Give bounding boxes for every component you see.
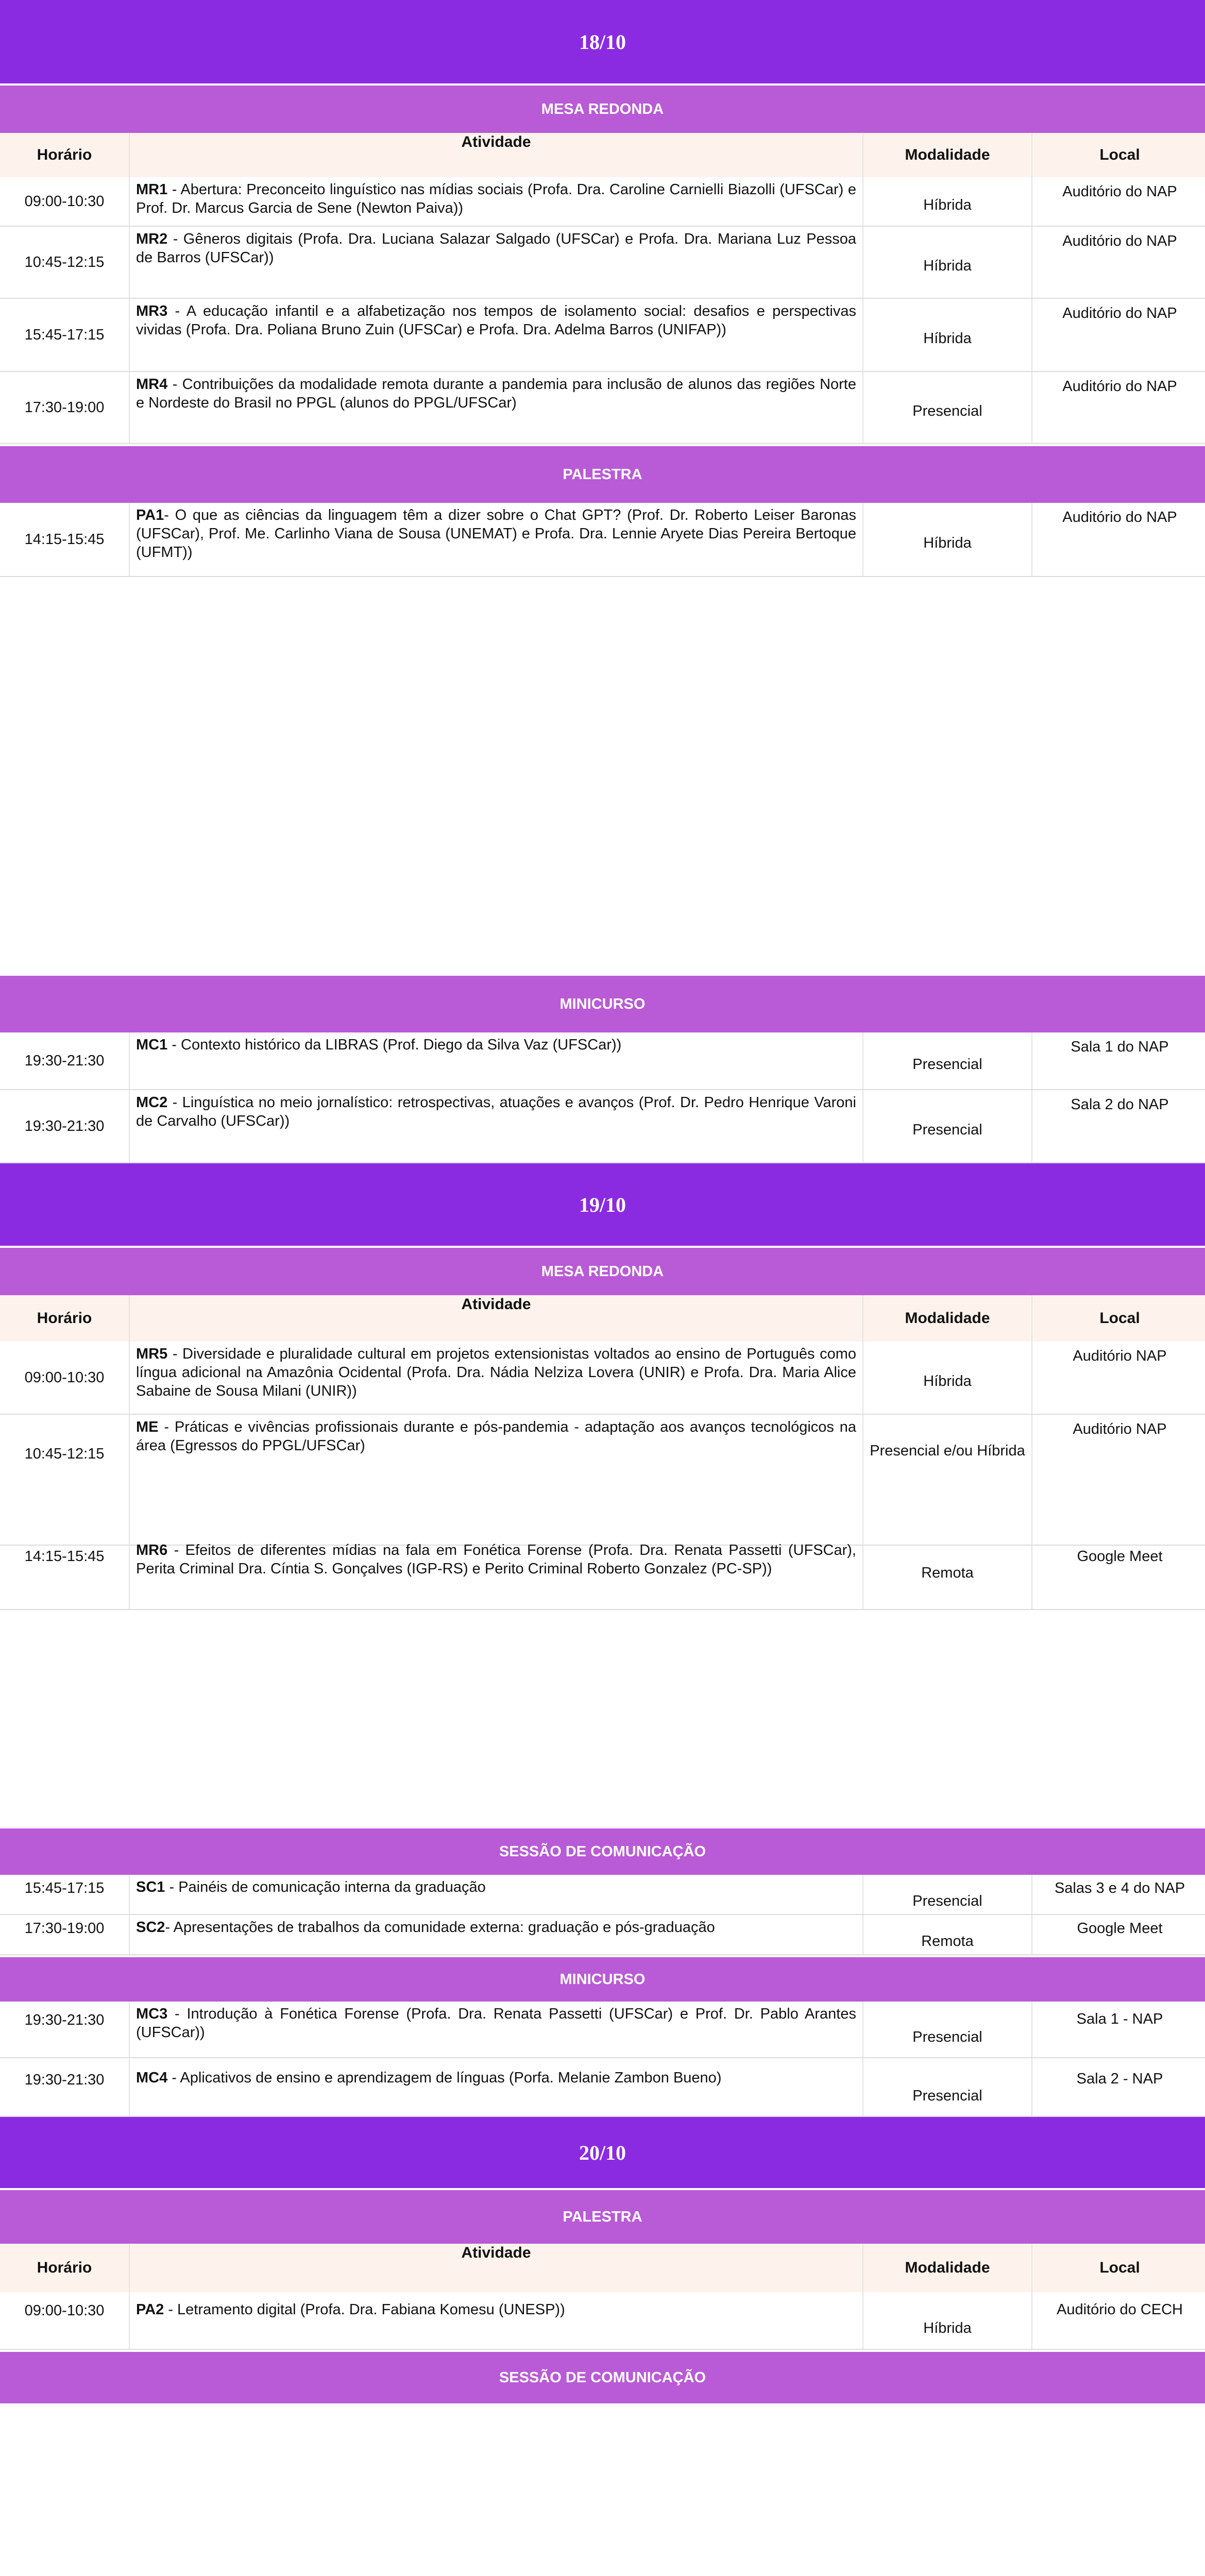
day-banner xyxy=(0,1163,1205,1246)
row-time: 09:00-10:30 xyxy=(0,1342,130,1414)
row-mode: Presencial xyxy=(863,2058,1032,2116)
row-activity xyxy=(130,372,863,443)
section-title: MESA REDONDA xyxy=(541,100,664,117)
row-mode: Presencial e/ou Híbrida xyxy=(863,1415,1032,1545)
row-time: 19:30-21:30 xyxy=(0,2002,130,2057)
row-activity xyxy=(130,2292,863,2349)
row-activity xyxy=(130,1415,863,1545)
row-activity xyxy=(130,1032,863,1089)
section-title: MINICURSO xyxy=(559,1971,646,1988)
row-text: - Painéis de comunicação interna da graduação xyxy=(165,1879,486,1895)
header-mode: Modalidade xyxy=(863,2244,1032,2292)
row-time: 14:15-15:45 xyxy=(0,503,130,576)
row-code: MR6 xyxy=(136,1542,168,1558)
row-time: 09:00-10:30 xyxy=(0,2292,130,2349)
row-mode: Presencial xyxy=(863,2002,1032,2057)
day-date: 20/10 xyxy=(579,2141,626,2164)
row-text: - Contexto histórico da LIBRAS (Prof. Diego da Silva Vaz (UFSCar)) xyxy=(167,1037,622,1053)
row-text: - Linguística no meio jornalístico: retrospectivas, atuações e avanços (Prof. Dr. Pedro Henrique Varoni de Carvalho (UFSCar)) xyxy=(136,1094,856,1129)
header-activity: Atividade xyxy=(130,2244,863,2292)
row-time: 17:30-19:00 xyxy=(0,1915,130,1954)
header-time: Horário xyxy=(0,1295,130,1342)
row-mode: Híbrida xyxy=(863,2292,1032,2349)
row-time: 10:45-12:15 xyxy=(0,1415,130,1545)
row-place: Auditório NAP xyxy=(1073,1421,1167,1437)
row-code: MR3 xyxy=(136,303,168,319)
table-header xyxy=(0,1295,1205,1342)
header-mode: Modalidade xyxy=(863,133,1032,177)
row-place: Auditório NAP xyxy=(1073,1348,1167,1364)
row-time: 15:45-17:15 xyxy=(0,1875,130,1914)
row-code: MC3 xyxy=(136,2006,168,2022)
row-code: MC2 xyxy=(136,1094,168,1111)
table-row xyxy=(0,1915,1205,1955)
row-time: 10:45-12:15 xyxy=(0,227,130,298)
row-text: - Contribuições da modalidade remota durante a pandemia para inclusão de alunos das regiões Norte e Nordeste do Brasil no PPGL (alunos do PPGL/UFSCar) xyxy=(136,376,856,411)
row-place: Sala 2 do NAP xyxy=(1071,1096,1169,1113)
row-activity xyxy=(130,2058,863,2116)
row-text: - Práticas e vivências profissionais durante e pós-pandemia - adaptação aos avanços tecnológicos na área (Egressos do PPGL/UFSCar) xyxy=(136,1419,856,1454)
section-header xyxy=(0,974,1205,1032)
header-activity: Atividade xyxy=(130,1295,863,1342)
row-code: MC4 xyxy=(136,2070,168,2086)
header-place: Local xyxy=(1099,2259,1140,2276)
row-activity xyxy=(130,503,863,576)
row-code: MR4 xyxy=(136,376,168,393)
section-title: SESSÃO DE COMUNICAÇÃO xyxy=(499,1843,706,1860)
table-row xyxy=(0,503,1205,577)
table-row xyxy=(0,299,1205,372)
row-text: - Introdução à Fonética Forense (Profa. Dra. Renata Passetti (UFSCar) e Prof. Dr. Pablo Arantes (UFSCar)) xyxy=(136,2006,856,2041)
row-time: 19:30-21:30 xyxy=(0,1032,130,1089)
row-code: PA1 xyxy=(136,507,164,523)
row-time: 19:30-21:30 xyxy=(0,1090,130,1162)
row-text: - Abertura: Preconceito linguístico nas mídias sociais (Profa. Dra. Caroline Carnielli Biazolli (UFSCar) e Prof. Dr. Marcus Garcia de Sene (Newton Paiva)) xyxy=(136,181,856,216)
section-title: PALESTRA xyxy=(563,466,642,483)
row-activity xyxy=(130,299,863,371)
table-header xyxy=(0,133,1205,177)
row-time: 09:00-10:30 xyxy=(0,177,130,226)
section-header xyxy=(0,1826,1205,1875)
row-text: - Efeitos de diferentes mídias na fala em Fonética Forense (Profa. Dra. Renata Passetti (UFSCar), Perita Criminal Dra. Cíntia S. Gonçalves (IGP-RS) e Perito Criminal Roberto Gonzalez (PC-SP)) xyxy=(136,1542,856,1577)
row-place: Google Meet xyxy=(1077,1920,1163,1937)
row-code: MC1 xyxy=(136,1037,168,1053)
row-place: Auditório do NAP xyxy=(1062,233,1177,249)
day-banner xyxy=(0,2117,1205,2188)
section-title: PALESTRA xyxy=(563,2208,642,2225)
row-text: - O que as ciências da linguagem têm a dizer sobre o Chat GPT? (Prof. Dr. Roberto Leiser Baronas (UFSCar), Prof. Me. Carlinho Viana de Sousa (UNEMAT) e Profa. Dra. Lennie Aryete Dias Pereira Bertoque (UFMT)) xyxy=(136,507,856,561)
row-activity xyxy=(130,177,863,226)
row-text: - A educação infantil e a alfabetização nos tempos de isolamento social: desafios e perspectivas vividas (Profa. Dra. Poliana Bruno Zuin (UFSCar) e Profa. Dra. Adelma Barros (UNIFAP)) xyxy=(136,303,856,338)
row-mode: Híbrida xyxy=(863,227,1032,298)
table-row xyxy=(0,2292,1205,2350)
row-code: MR5 xyxy=(136,1346,168,1362)
row-mode: Híbrida xyxy=(863,299,1032,371)
header-place: Local xyxy=(1099,1310,1140,1327)
row-code: SC2 xyxy=(136,1919,165,1936)
row-code: MR2 xyxy=(136,231,168,247)
row-mode: Híbrida xyxy=(863,503,1032,576)
row-place: Sala 1 do NAP xyxy=(1071,1039,1169,1055)
table-row xyxy=(0,1415,1205,1546)
row-code: SC1 xyxy=(136,1879,165,1895)
section-header xyxy=(0,1246,1205,1295)
row-text: - Letramento digital (Profa. Dra. Fabiana Komesu (UNESP)) xyxy=(164,2301,565,2318)
row-code: ME xyxy=(136,1419,159,1435)
header-place: Local xyxy=(1099,146,1140,163)
row-code: MR1 xyxy=(136,181,168,198)
row-activity xyxy=(130,1090,863,1162)
section-header xyxy=(0,2188,1205,2244)
row-text: - Diversidade e pluralidade cultural em projetos extensionistas voltados ao ensino de Português como língua adicional na Amazônia Ocidental (Profa. Dra. Nádia Nelziza Lovera (UNIR) e Profa. Dra. Maria Alice Sabaine de Sousa Milani (UNIR)) xyxy=(136,1346,856,1399)
section-header xyxy=(0,83,1205,133)
row-time: 17:30-19:00 xyxy=(0,372,130,443)
row-text: - Aplicativos de ensino e aprendizagem de línguas (Porfa. Melanie Zambon Bueno) xyxy=(167,2070,722,2086)
table-header xyxy=(0,2244,1205,2292)
row-mode: Remota xyxy=(863,1538,1032,1609)
section-title: MESA REDONDA xyxy=(541,1263,664,1280)
table-row xyxy=(0,372,1205,444)
header-mode: Modalidade xyxy=(863,1295,1032,1342)
row-mode: Presencial xyxy=(863,1875,1032,1914)
row-activity xyxy=(130,1915,863,1954)
table-row xyxy=(0,2058,1205,2117)
row-mode: Híbrida xyxy=(863,177,1032,226)
row-place: Auditório do NAP xyxy=(1062,183,1177,200)
header-time: Horário xyxy=(0,133,130,177)
row-activity xyxy=(130,2002,863,2057)
day-banner xyxy=(0,0,1205,83)
section-title: SESSÃO DE COMUNICAÇÃO xyxy=(499,2369,706,2386)
row-place: Sala 1 - NAP xyxy=(1076,2011,1163,2027)
table-row xyxy=(0,2002,1205,2058)
row-place: Auditório do CECH xyxy=(1057,2301,1183,2318)
row-code: PA2 xyxy=(136,2301,164,2318)
row-mode: Presencial xyxy=(863,1032,1032,1089)
header-activity: Atividade xyxy=(130,133,863,177)
row-text: - Gêneros digitais (Profa. Dra. Luciana Salazar Salgado (UFSCar) e Profa. Dra. Mariana Luz Pessoa de Barros (UFSCar)) xyxy=(136,231,856,266)
table-row xyxy=(0,1032,1205,1090)
section-title: MINICURSO xyxy=(559,995,646,1012)
row-mode: Híbrida xyxy=(863,1342,1032,1414)
row-place: Auditório do NAP xyxy=(1062,305,1177,321)
row-time: 19:30-21:30 xyxy=(0,2058,130,2116)
row-place: Salas 3 e 4 do NAP xyxy=(1054,1880,1185,1896)
row-mode: Presencial xyxy=(863,372,1032,443)
day-date: 19/10 xyxy=(579,1193,626,1216)
row-place: Auditório do NAP xyxy=(1062,378,1177,395)
table-row xyxy=(0,177,1205,227)
row-mode: Remota xyxy=(863,1915,1032,1954)
day-date: 18/10 xyxy=(579,30,626,54)
row-activity xyxy=(130,227,863,298)
row-activity xyxy=(130,1875,863,1914)
row-time: 14:15-15:45 xyxy=(0,1538,130,1609)
table-row xyxy=(0,1538,1205,1610)
row-activity xyxy=(130,1538,863,1609)
row-activity xyxy=(130,1342,863,1414)
row-time: 15:45-17:15 xyxy=(0,299,130,371)
row-place: Auditório do NAP xyxy=(1062,509,1177,526)
table-row xyxy=(0,1090,1205,1163)
header-time: Horário xyxy=(0,2244,130,2292)
row-place: Google Meet xyxy=(1077,1548,1163,1565)
table-row xyxy=(0,1875,1205,1915)
section-header xyxy=(0,1955,1205,2002)
table-row xyxy=(0,227,1205,299)
section-header xyxy=(0,2350,1205,2403)
row-mode: Presencial xyxy=(863,1090,1032,1162)
row-text: - Apresentações de trabalhos da comunidade externa: graduação e pós-graduação xyxy=(165,1919,715,1936)
section-header xyxy=(0,444,1205,503)
row-place: Sala 2 - NAP xyxy=(1076,2071,1163,2087)
table-row xyxy=(0,1342,1205,1415)
